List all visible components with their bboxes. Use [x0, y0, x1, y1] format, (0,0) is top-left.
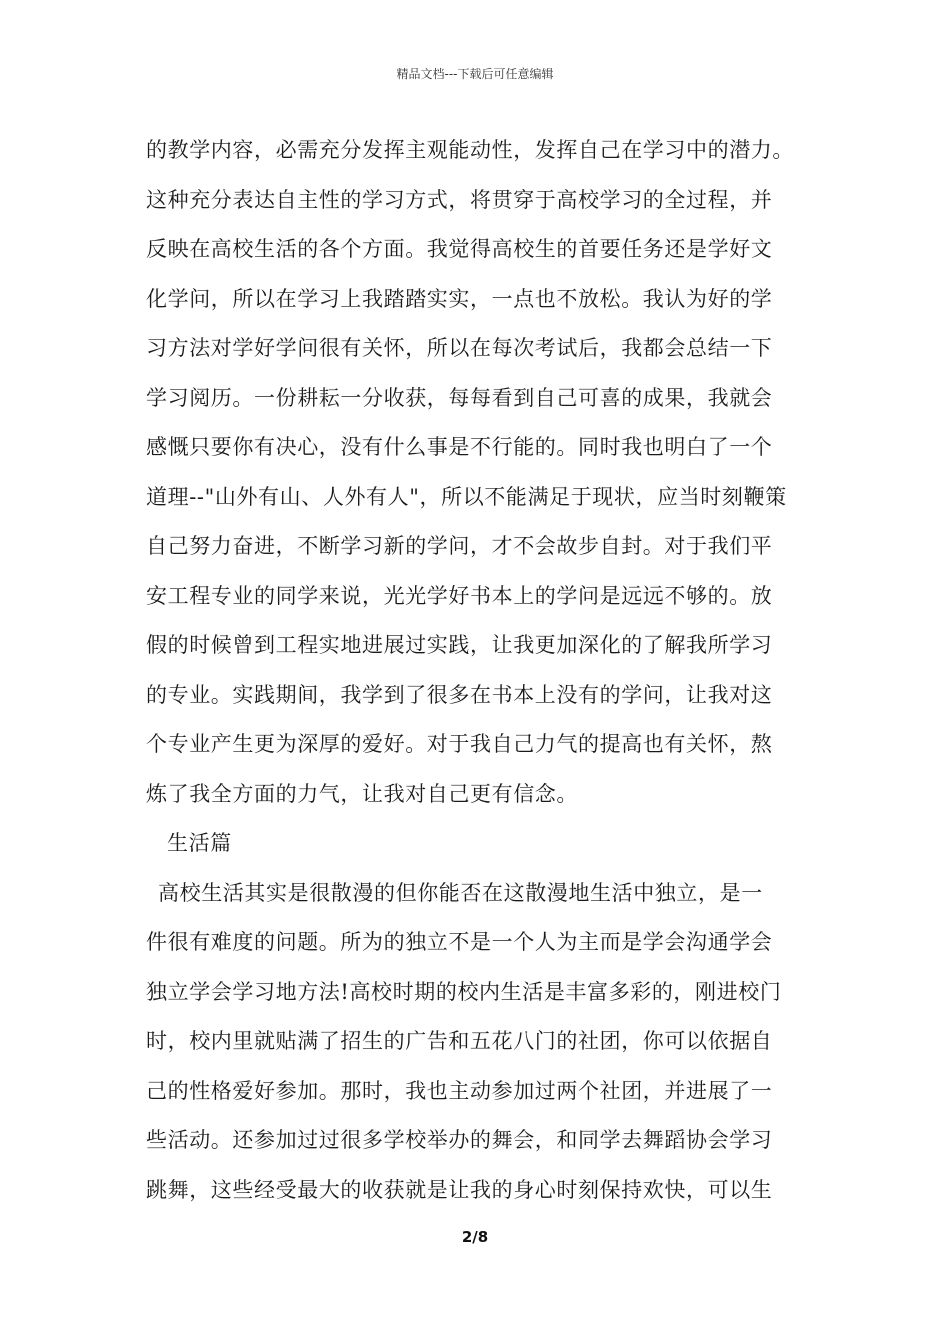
text-line: 道理--"山外有山、人外有人"，所以不能满足于现状，应当时刻鞭策 [146, 484, 787, 509]
page-total: 8 [477, 1228, 489, 1246]
text-line: 件很有难度的问题。所为的独立不是一个人为主而是学会沟通学会 [146, 930, 773, 954]
text-line: 跳舞，这些经受最大的收获就是让我的身心时刻保持欢快，可以生 [146, 1177, 773, 1202]
text-line: 假的时候曾到工程实地进展过实践，让我更加深化的了解我所学习 [146, 633, 773, 657]
text-line: 化学问，所以在学习上我踏踏实实，一点也不放松。我认为好的学 [146, 286, 773, 311]
text-line: 的教学内容，必需充分发挥主观能动性，发挥自己在学习中的潜力。 [146, 138, 794, 162]
text-line: 独立学会学习地方法!高校时期的校内生活是丰富多彩的，刚进校门 [146, 979, 782, 1004]
text-line: 反映在高校生活的各个方面。我觉得高校生的首要任务还是学好文 [146, 237, 773, 261]
text-line: 的专业。实践期间，我学到了很多在书本上没有的学问，让我对这 [146, 682, 773, 707]
page-number [0, 1228, 950, 1246]
page-current: 2 [461, 1228, 473, 1246]
text-line: 个专业产生更为深厚的爱好。对于我自己力气的提高也有关怀，熬 [146, 732, 773, 756]
text-line: 己的性格爱好参加。那时，我也主动参加过两个社团，并进展了一 [146, 1078, 773, 1103]
text-line: 这种充分表达自主性的学习方式，将贯穿于高校学习的全过程，并 [146, 187, 773, 212]
text-line: 高校生活其实是很散漫的但你能否在这散漫地生活中独立，是一 [158, 880, 763, 905]
text-line: 炼了我全方面的力气，让我对自己更有信念。 [146, 781, 578, 806]
page-header: 精品文档---下载后可任意编辑 [396, 67, 554, 81]
text-line: 习方法对学好学问很有关怀，所以在每次考试后，我都会总结一下 [146, 336, 773, 360]
text-line: 学习阅历。一份耕耘一分收获，每每看到自己可喜的成果，我就会 [146, 385, 773, 410]
body-text [146, 126, 836, 1215]
text-line: 时，校内里就贴满了招生的广告和五花八门的社团，你可以依据自 [146, 1029, 773, 1053]
page-separator: / [472, 1228, 478, 1246]
section-heading: 生活篇 [167, 831, 232, 855]
text-line: 自己努力奋进，不断学习新的学问，才不会故步自封。对于我们平 [146, 534, 773, 558]
text-line: 感慨只要你有决心，没有什么事是不行能的。同时我也明白了一个 [146, 435, 773, 459]
text-line: 安工程专业的同学来说，光光学好书本上的学问是远远不够的。放 [146, 583, 773, 608]
text-line: 些活动。还参加过过很多学校举办的舞会，和同学去舞蹈协会学习 [146, 1128, 773, 1152]
